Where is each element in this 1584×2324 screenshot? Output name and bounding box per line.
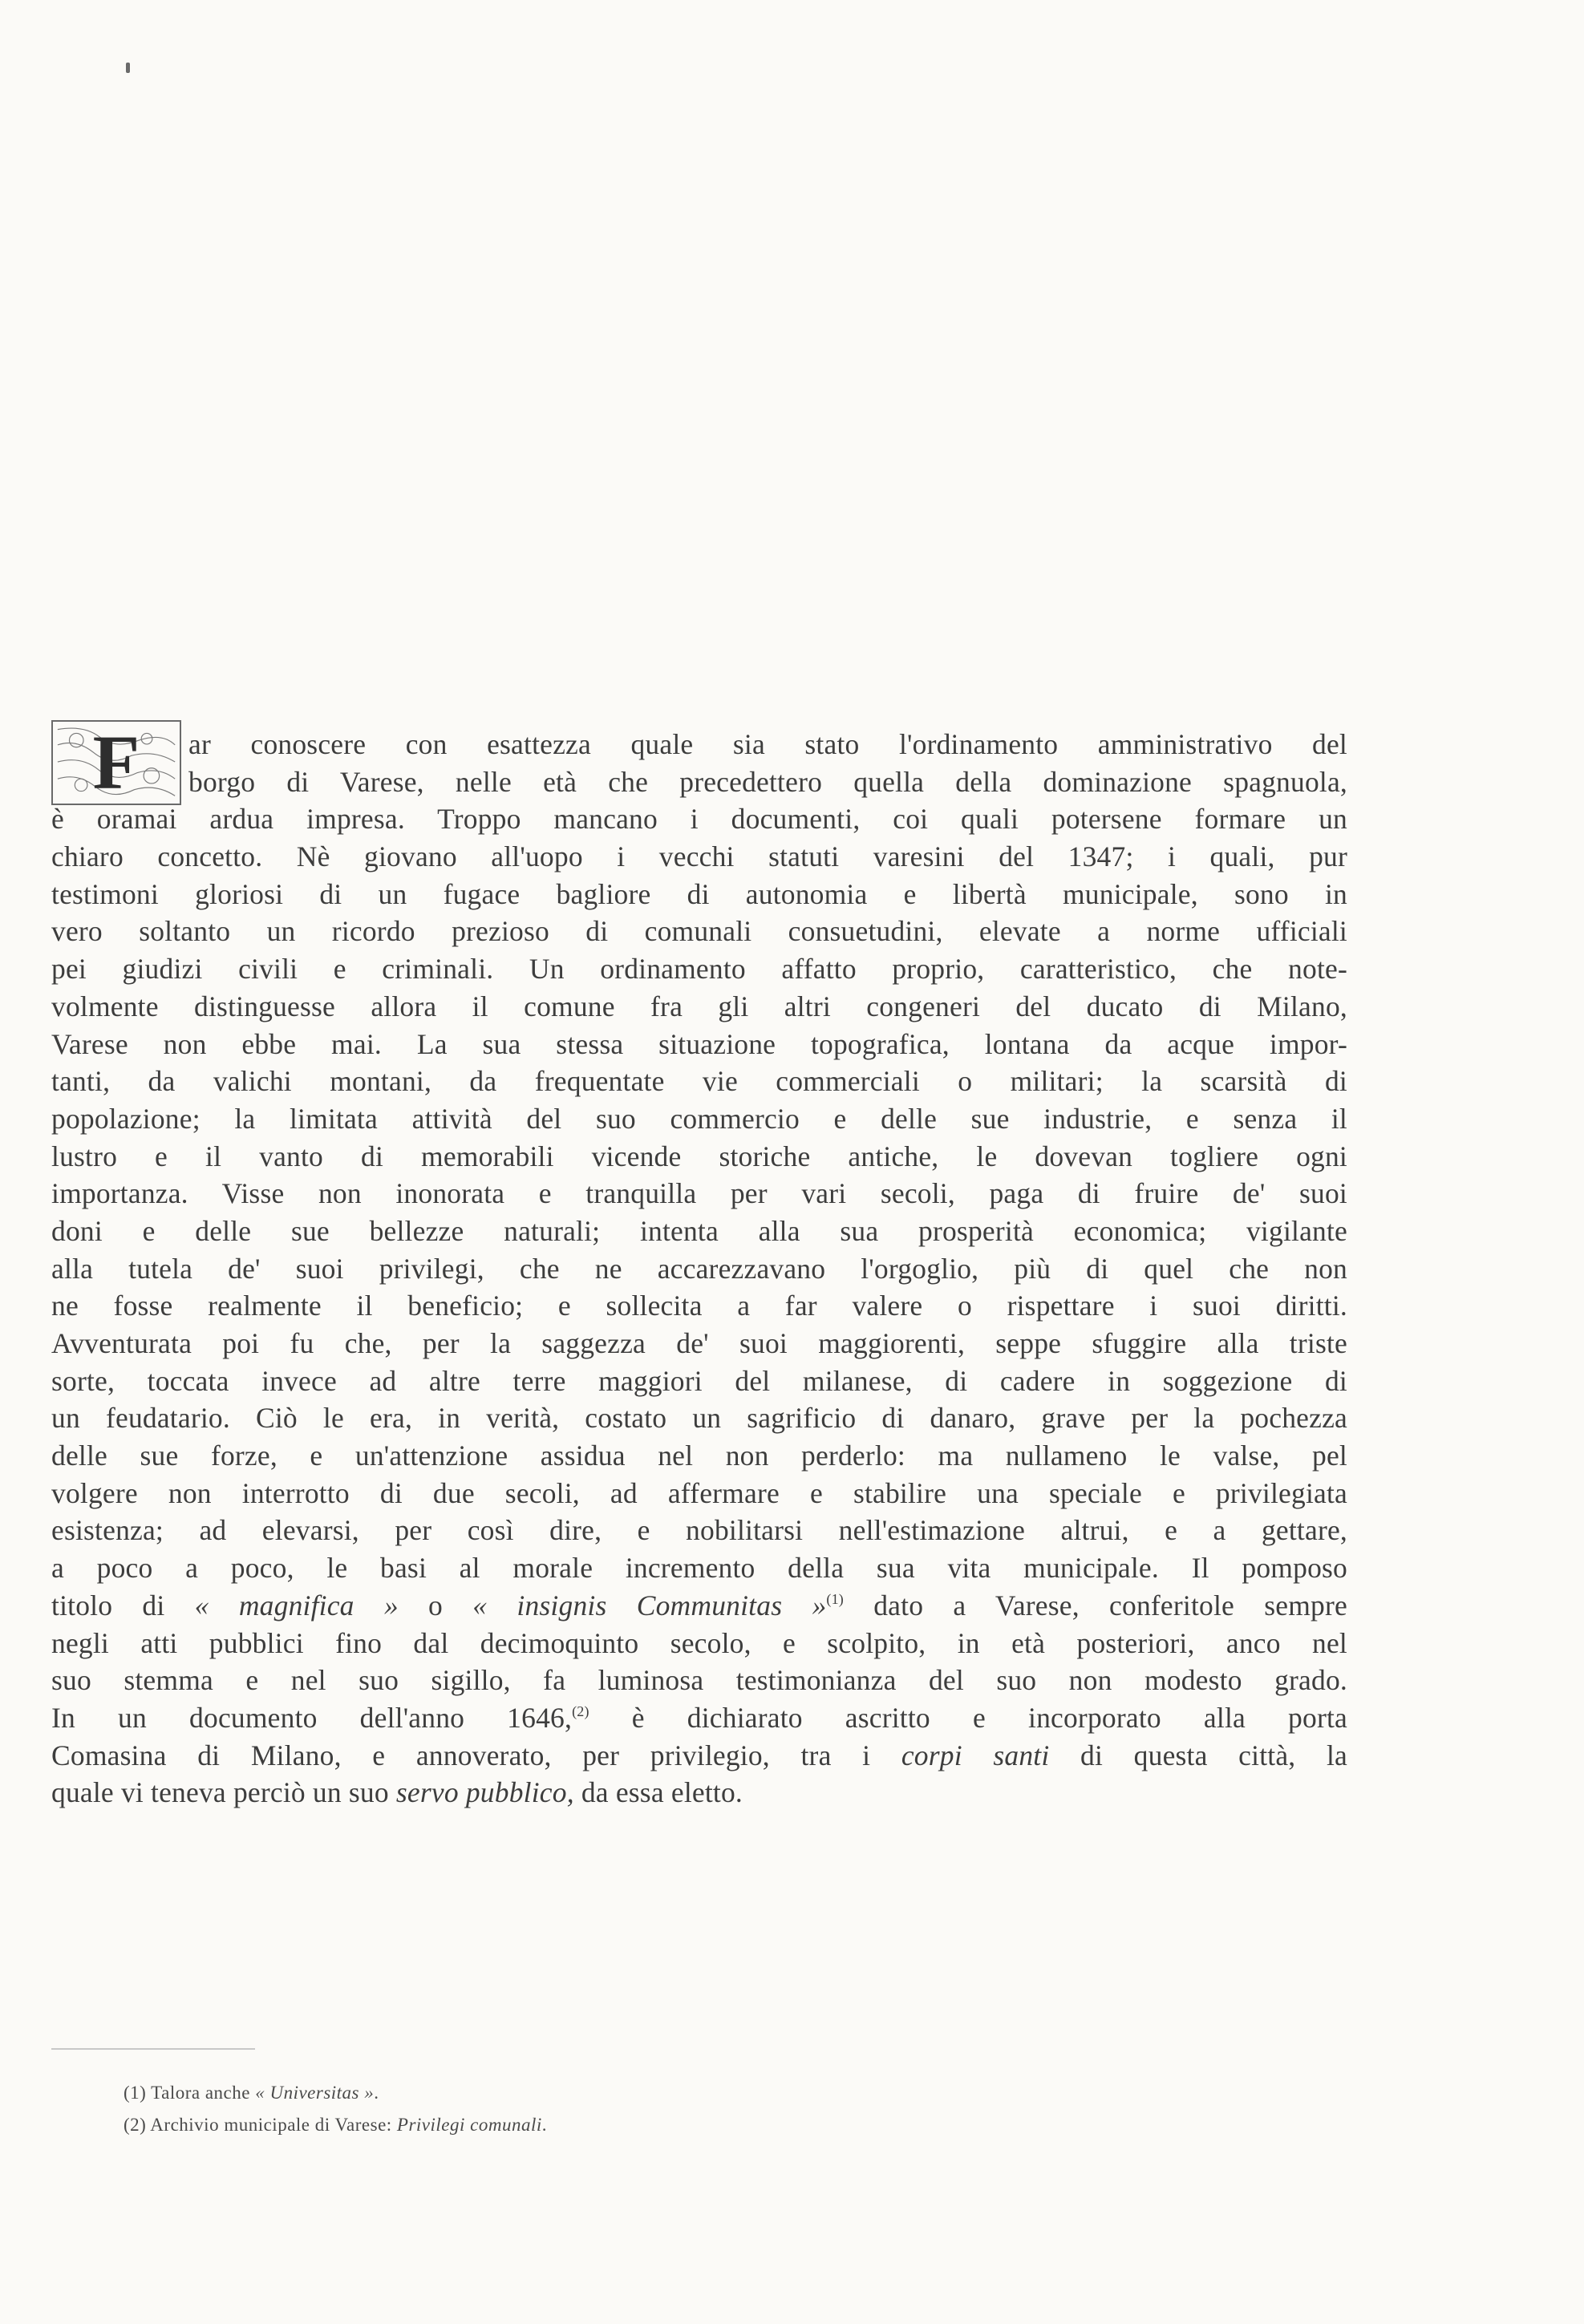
text-line: testimoni gloriosi di un fugace bagliore di autonomia e libertà municipale, sono in xyxy=(51,877,1347,910)
italic-text: corpi santi xyxy=(901,1739,1050,1771)
text-line: doni e delle sue bellezze naturali; intenta alla sua prosperità economica; vigilante xyxy=(51,1214,1347,1247)
text-line: ne fosse realmente il beneficio; e sollecita a far valere o rispettare i suoi diritti. xyxy=(51,1290,1347,1322)
footnote-italic: Privilegi comunali xyxy=(396,2115,542,2135)
text-line: ar conoscere con esattezza quale sia stato l'ordinamento amministrativo del xyxy=(188,728,1347,760)
initial-letter: F xyxy=(92,720,140,805)
text-line: pei giudizi civili e criminali. Un ordinamento affatto proprio, caratteristico, che note- xyxy=(51,953,1347,986)
footnote-italic: « Universitas » xyxy=(255,2083,375,2103)
footnotes xyxy=(124,2077,547,2141)
text-line: vero soltanto un ricordo prezioso di comunali consuetudini, elevate a norme ufficiali xyxy=(51,915,1347,948)
text-line: delle sue forze, e un'attenzione assidua nel non perderlo: ma nullameno le valse, pel xyxy=(51,1439,1347,1472)
text-line: volgere non interrotto di due secoli, ad affermare e stabilire una speciale e privilegiata xyxy=(51,1476,1347,1509)
text-line: a poco a poco, le basi al morale incremento della sua vita municipale. Il pomposo xyxy=(51,1552,1347,1585)
text-line: tanti, da valichi montani, da frequentate vie commerciali o militari; la scarsità di xyxy=(51,1065,1347,1098)
text-line: borgo di Varese, nelle età che precedettero quella della dominazione spagnuola, xyxy=(188,765,1347,798)
text-line: suo stemma e nel suo sigillo, fa luminosa testimonianza del suo non modesto grado. xyxy=(51,1664,1347,1697)
text-line: chiaro concetto. Nè giovano all'uopo i vecchi statuti varesini del 1347; i quali, pur xyxy=(51,840,1347,873)
text-line: alla tutela de' suoi privilegi, che ne accarezzavano l'orgoglio, più di quel che non xyxy=(51,1252,1347,1285)
text-line: esistenza; ad elevarsi, per così dire, e nobilitarsi nell'estimazione altrui, e a gettare, xyxy=(51,1514,1347,1547)
text-span: titolo di xyxy=(51,1589,195,1622)
italic-text: « magnifica » xyxy=(194,1589,399,1622)
text-span: o xyxy=(398,1589,473,1622)
text-line: un feudatario. Ciò le era, in verità, costato un sagrificio di danaro, grave per la pochezza xyxy=(51,1402,1347,1435)
footnote-divider xyxy=(51,2048,255,2050)
text-span: da essa eletto. xyxy=(573,1776,743,1809)
footnote xyxy=(124,2077,547,2109)
footnote-text: . xyxy=(374,2083,379,2103)
text-line xyxy=(51,1774,1347,1812)
text-line xyxy=(51,1737,1347,1775)
italic-text: servo pubblico, xyxy=(395,1776,574,1809)
text-line: volmente distinguesse allora il comune fra gli altri congeneri del ducato di Milano, xyxy=(51,990,1347,1022)
text-line: Avventurata poi fu che, per la saggezza de' suoi maggiorenti, seppe sfuggire alla triste xyxy=(51,1327,1347,1359)
footnote-ref: (1) xyxy=(826,1590,844,1607)
footnote-number: (2) xyxy=(124,2115,147,2135)
text-span: di questa città, la xyxy=(1049,1739,1347,1771)
text-span: In un documento dell'anno 1646, xyxy=(51,1701,573,1734)
footnote-ref: (2) xyxy=(572,1703,589,1719)
text-line: è oramai ardua impresa. Troppo mancano i documenti, coi quali potersene formare un xyxy=(51,803,1347,836)
body-text xyxy=(51,720,1347,1812)
text-line: Varese non ebbe mai. La sua stessa situazione topografica, lontana da acque impor- xyxy=(51,1027,1347,1060)
text-span: Comasina di Milano, e annoverato, per privilegio, tra i xyxy=(51,1739,901,1771)
text-line: lustro e il vanto di memorabili vicende storiche antiche, le dovevan togliere ogni xyxy=(51,1140,1347,1172)
footnote xyxy=(124,2109,547,2141)
footnote-text: Talora anche xyxy=(146,2083,256,2103)
text-span: è dichiarato ascritto e incorporato alla porta xyxy=(589,1701,1347,1734)
footnote-text: . xyxy=(541,2115,547,2135)
text-line: popolazione; la limitata attività del suo commercio e delle sue industrie, e senza il xyxy=(51,1102,1347,1135)
text-line: importanza. Visse non inonorata e tranquilla per vari secoli, paga di fruire de' suoi xyxy=(51,1177,1347,1210)
footnote-number: (1) xyxy=(124,2083,147,2103)
text-span: dato a Varese, conferitole sempre xyxy=(843,1589,1347,1622)
text-line: sorte, toccata invece ad altre terre maggiori del milanese, di cadere in soggezione di xyxy=(51,1364,1347,1397)
text-line: negli atti pubblici fino dal decimoquinto secolo, e scolpito, in età posteriori, anco nel xyxy=(51,1626,1347,1659)
footnote-text: Archivio municipale di Varese: xyxy=(146,2115,397,2135)
text-span: quale vi teneva perciò un suo xyxy=(51,1776,396,1809)
italic-text: « insignis Communitas » xyxy=(472,1589,827,1622)
page-mark xyxy=(126,63,130,73)
text-line xyxy=(51,1699,1347,1737)
text-line xyxy=(51,1587,1347,1625)
